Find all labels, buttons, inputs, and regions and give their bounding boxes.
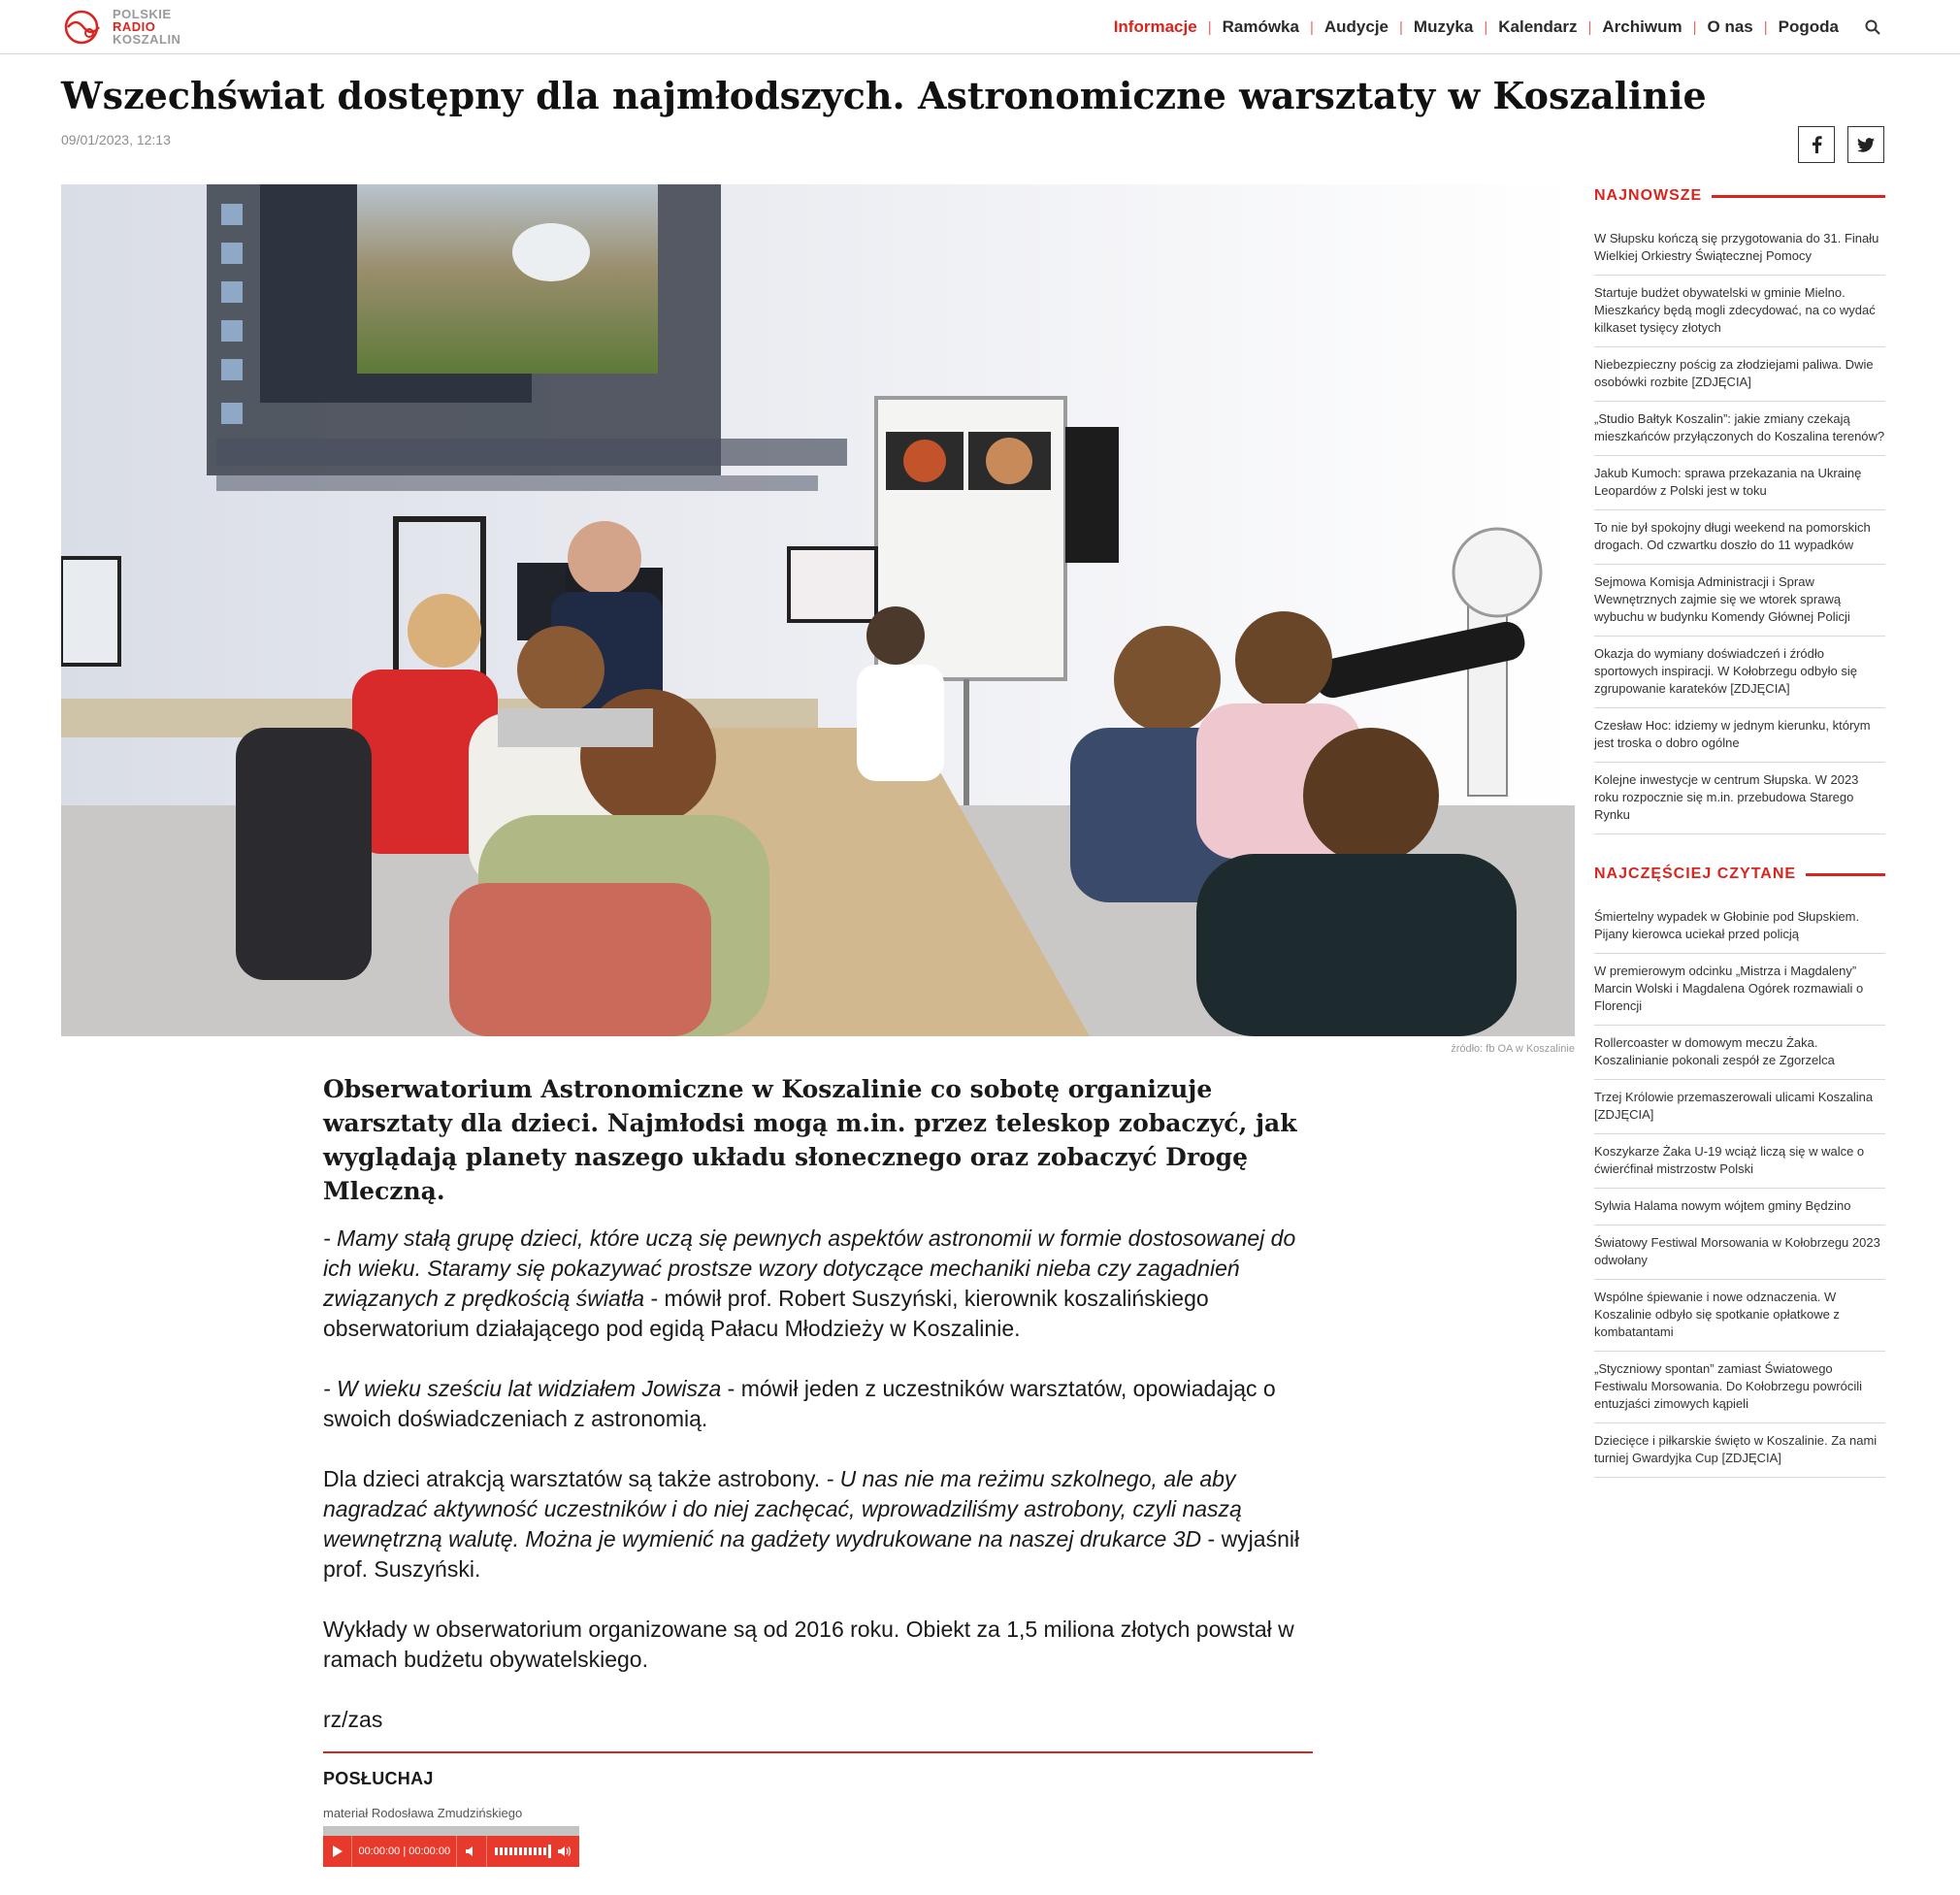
logo-line-polskie: POLSKIE [113, 7, 172, 21]
mute-button[interactable] [457, 1836, 486, 1867]
newest-article-link[interactable]: Niebezpieczny pościg za złodziejami paliwa. Dwie osobówki rozbite [ZDJĘCIA] [1594, 347, 1885, 402]
sidebar-popular [1594, 863, 1885, 1478]
popular-article-link[interactable]: Światowy Festiwal Morsowania w Kołobrzegu 2023 odwołany [1594, 1225, 1885, 1280]
nav-separator: | [1763, 18, 1768, 36]
article-lead: Obserwatorium Astronomiczne w Koszalinie co sobotę organizuje warsztaty dla dzieci. Najmłodsi mogą m.in. przez teleskop zobaczyć, jak wyglądają planety naszego układu słonecznego oraz zobaczyć Drogę Mleczną. [323, 1075, 1297, 1205]
popular-article-link[interactable]: „Styczniowy spontan” zamiast Światowego Festiwalu Morsowania. Do Kołobrzegu powrócili entuzjaści zimowych kąpieli [1594, 1352, 1885, 1423]
newest-article-link[interactable]: „Studio Bałtyk Koszalin”: jakie zmiany czekają mieszkańców przyłączonych do Koszalina terenów? [1594, 402, 1885, 456]
article-title: Wszechświat dostępny dla najmłodszych. Astronomiczne warsztaty w Koszalinie [61, 74, 1707, 117]
nav-separator: | [1484, 18, 1488, 36]
twitter-icon [1857, 138, 1875, 152]
audio-progress-bar[interactable] [323, 1826, 579, 1836]
nav-item-ramówka[interactable]: Ramówka [1222, 17, 1299, 36]
nav-item-kalendarz[interactable]: Kalendarz [1498, 17, 1578, 36]
newest-article-link[interactable]: Jakub Kumoch: sprawa przekazania na Ukrainę Leopardów z Polski jest w toku [1594, 456, 1885, 510]
newest-article-link[interactable]: Okazja do wymiany doświadczeń i źródło sportowych inspiracji. W Kołobrzegu odbyło się zgrupowanie karateków [ZDJĘCIA] [1594, 637, 1885, 708]
article-paragraph: - Mamy stałą grupę dzieci, które uczą się pewnych aspektów astronomii w formie dostosowanej do ich wieku. Staramy się pokazywać prostsze wzory dotyczące mechaniki nieba czy zagadnień związanych z prędkością światła - mówił prof. Robert Suszyński, kierownik koszalińskiego obserwatorium działającego pod egidą Pałacu Młodzieży w Koszalinie. [323, 1225, 1296, 1341]
nav-separator: | [1692, 18, 1697, 36]
popular-article-link[interactable]: W premierowym odcinku „Mistrza i Magdaleny” Marcin Wolski i Magdalena Ogórek rozmawiali o Florencji [1594, 954, 1885, 1026]
volume-max-icon [558, 1846, 572, 1857]
popular-article-link[interactable]: Dziecięce i piłkarskie święto w Koszalinie. Za nami turniej Gwardyjka Cup [ZDJĘCIA] [1594, 1423, 1885, 1478]
nav-item-archiwum[interactable]: Archiwum [1602, 17, 1682, 36]
newest-article-link[interactable]: Czesław Hoc: idziemy w jednym kierunku, którym jest troska o dobro ogólne [1594, 708, 1885, 763]
popular-article-link[interactable]: Wspólne śpiewanie i nowe odznaczenia. W Koszalinie odbyło się spotkanie opłatkowe z kombatantami [1594, 1280, 1885, 1352]
logo-line-radio: RADIO [113, 19, 156, 34]
play-button[interactable] [323, 1836, 352, 1867]
article-signature: rz/zas [323, 1707, 383, 1732]
sidebar-popular-title: NAJCZĘŚCIEJ CZYTANE [1594, 866, 1797, 882]
speaker-icon [466, 1846, 477, 1857]
photo-credit: źródło: fb OA w Koszalinie [1451, 1043, 1575, 1055]
nav-separator: | [1309, 18, 1314, 36]
newest-article-link[interactable]: Startuje budżet obywatelski w gminie Mielno. Mieszkańcy będą mogli zdecydować, na co wydać kilkaset tysięcy złotych [1594, 276, 1885, 347]
popular-article-link[interactable]: Sylwia Halama nowym wójtem gminy Będzino [1594, 1189, 1885, 1225]
nav-item-o-nas[interactable]: O nas [1707, 17, 1753, 36]
article-paragraph: Wykłady w obserwatorium organizowane są od 2016 roku. Obiekt za 1,5 miliona złotych powstał w ramach budżetu obywatelskiego. [323, 1617, 1294, 1672]
logo-line-koszalin: KOSZALIN [113, 32, 181, 47]
nav-item-pogoda[interactable]: Pogoda [1778, 17, 1839, 36]
popular-article-link[interactable]: Śmiertelny wypadek w Głobinie pod Słupskiem. Pijany kierowca uciekał przed policją [1594, 899, 1885, 954]
nav-separator: | [1399, 18, 1403, 36]
nav-item-audycje[interactable]: Audycje [1323, 17, 1389, 36]
article-body [323, 1224, 1323, 1765]
radio-logo-icon [62, 8, 105, 47]
article-hero-photo [61, 184, 1575, 1036]
sidebar-newest-title: NAJNOWSZE [1594, 187, 1703, 204]
nav-item-informacje[interactable]: Informacje [1113, 17, 1197, 36]
nav-separator: | [1207, 18, 1212, 36]
article-paragraph: - W wieku sześciu lat widziałem Jowisza - mówił jeden z uczestników warsztatów, opowiadając o swoich doświadczeniach z astronomią. [323, 1376, 1276, 1431]
nav-item-muzyka[interactable]: Muzyka [1413, 17, 1474, 36]
audio-player [323, 1826, 579, 1867]
popular-article-link[interactable]: Rollercoaster w domowym meczu Żaka. Koszalinianie pokonali zespół ze Zgorzelca [1594, 1026, 1885, 1080]
listen-subtitle: materiał Rodosława Zmudzińskiego [323, 1806, 523, 1820]
facebook-icon [1810, 136, 1823, 153]
play-icon [333, 1846, 343, 1857]
popular-article-link[interactable]: Trzej Królowie przemaszerowali ulicami Koszalina [ZDJĘCIA] [1594, 1080, 1885, 1134]
popular-article-link[interactable]: Koszykarze Żaka U-19 wciąż liczą się w walce o ćwierćfinał mistrzostw Polski [1594, 1134, 1885, 1189]
audio-time: 00:00:00 | 00:00:00 [352, 1836, 457, 1867]
search-button[interactable] [1859, 14, 1886, 41]
volume-slider[interactable] [487, 1836, 551, 1867]
newest-article-link[interactable]: Sejmowa Komisja Administracji i Spraw Wewnętrznych zajmie się we wtorek sprawą wybuchu w budynku Komendy Głównej Policji [1594, 565, 1885, 637]
workshop-photo-illustration [61, 184, 1575, 1036]
listen-divider [323, 1751, 1313, 1753]
nav-separator: | [1587, 18, 1592, 36]
share-facebook-button[interactable] [1798, 126, 1835, 163]
main-navigation [1103, 14, 1886, 41]
newest-article-link[interactable]: Kolejne inwestycje w centrum Słupska. W 2023 roku rozpocznie się m.in. przebudowa Starego Rynku [1594, 763, 1885, 834]
top-navigation-bar [0, 0, 1960, 54]
article-date: 09/01/2023, 12:13 [61, 132, 171, 147]
listen-heading: POSŁUCHAJ [323, 1769, 434, 1788]
newest-article-link[interactable]: To nie był spokojny długi weekend na pomorskich drogach. Od czwartku doszło do 11 wypadków [1594, 510, 1885, 565]
search-icon [1865, 19, 1880, 35]
sidebar-newest [1594, 184, 1885, 834]
article-paragraph: Dla dzieci atrakcją warsztatów są także astrobony. - U nas nie ma reżimu szkolnego, ale aby nagradzać aktywność uczestników i do niej zachęcać, wprowadziliśmy astrobony, czyli naszą wewnętrzną walutę. Można je wymienić na gadżety wydrukowane na naszej drukarce 3D - wyjaśnił prof. Suszyński. [323, 1466, 1300, 1582]
share-twitter-button[interactable] [1847, 126, 1884, 163]
max-volume-button[interactable] [551, 1836, 579, 1867]
newest-article-link[interactable]: W Słupsku kończą się przygotowania do 31. Finału Wielkiej Orkiestry Świątecznej Pomocy [1594, 221, 1885, 276]
site-logo[interactable] [62, 6, 208, 49]
